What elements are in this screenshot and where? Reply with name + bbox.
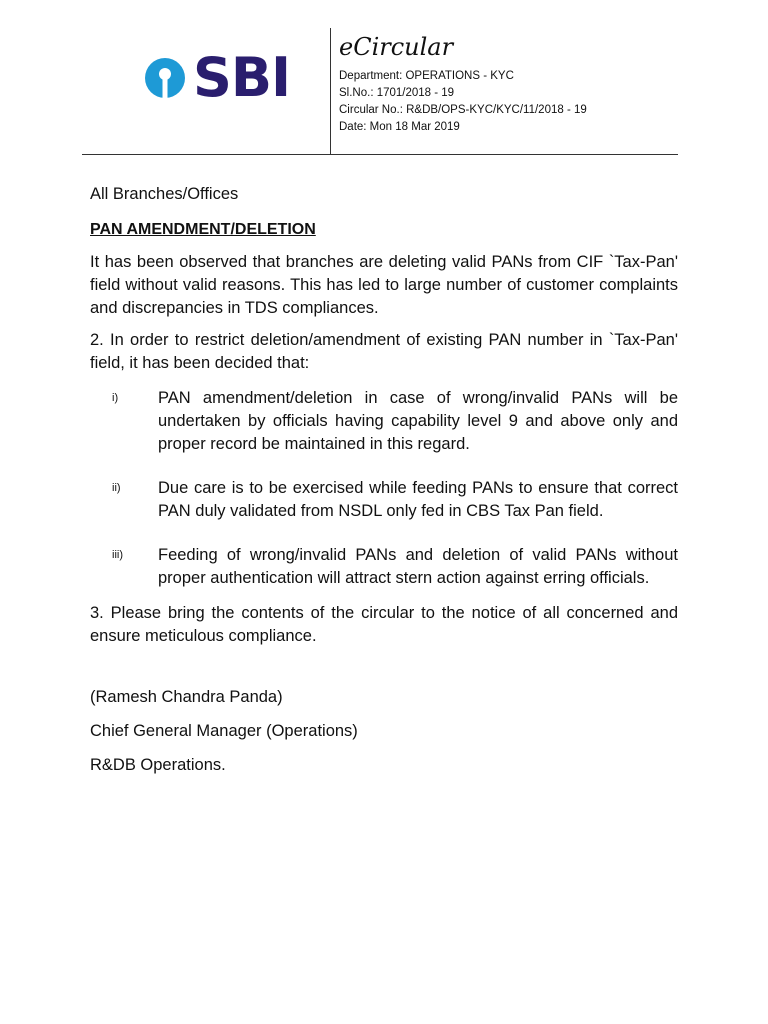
header-vertical-divider bbox=[330, 28, 331, 154]
salutation: All Branches/Offices bbox=[90, 185, 239, 203]
paragraph-3: 3. Please bring the contents of the circular to the notice of all concerned and ensure meticulous compliance. bbox=[90, 604, 678, 645]
circular-body bbox=[90, 183, 678, 788]
circular-number-line: Circular No.: R&DB/OPS-KYC/KYC/11/2018 - 19 bbox=[339, 104, 587, 116]
list-item bbox=[90, 387, 678, 456]
list-item-text: Feeding of wrong/invalid PANs and deletion of valid PANs without proper authentication will attract stern action against erring officials. bbox=[158, 546, 678, 587]
circular-title: eCircular bbox=[339, 33, 454, 61]
signatory-name: (Ramesh Chandra Panda) bbox=[90, 688, 283, 706]
circular-meta bbox=[339, 68, 587, 136]
sbi-logo bbox=[143, 46, 291, 109]
sbi-keyhole-icon bbox=[143, 50, 187, 106]
list-item-number: ii) bbox=[112, 482, 121, 494]
serial-number-line: Sl.No.: 1701/2018 - 19 bbox=[339, 87, 455, 99]
list-item-number: iii) bbox=[112, 549, 123, 561]
paragraph-1: It has been observed that branches are deleting valid PANs from CIF `Tax-Pan' field without valid reasons. This has led to large number of customer complaints and discrepancies in TDS compliances. bbox=[90, 253, 678, 317]
subject-heading: PAN AMENDMENT/DELETION bbox=[90, 221, 316, 238]
header-horizontal-divider bbox=[82, 154, 678, 155]
paragraph-2: 2. In order to restrict deletion/amendment of existing PAN number in `Tax-Pan' field, it has been decided that: bbox=[90, 331, 678, 372]
list-item-text: Due care is to be exercised while feeding PANs to ensure that correct PAN duly validated from NSDL only fed in CBS Tax Pan field. bbox=[158, 479, 678, 520]
decision-list bbox=[90, 387, 678, 590]
list-item bbox=[90, 544, 678, 590]
logo-wordmark: SBI bbox=[193, 46, 291, 109]
signatory-office: R&DB Operations. bbox=[90, 756, 226, 774]
date-line: Date: Mon 18 Mar 2019 bbox=[339, 121, 460, 133]
list-item bbox=[90, 477, 678, 523]
list-item-number: i) bbox=[112, 392, 119, 404]
signatory-designation: Chief General Manager (Operations) bbox=[90, 722, 358, 740]
list-item-text: PAN amendment/deletion in case of wrong/invalid PANs will be undertaken by officials having capability level 9 and above only and proper record be maintained in this regard. bbox=[158, 389, 678, 453]
department-line: Department: OPERATIONS - KYC bbox=[339, 70, 514, 82]
